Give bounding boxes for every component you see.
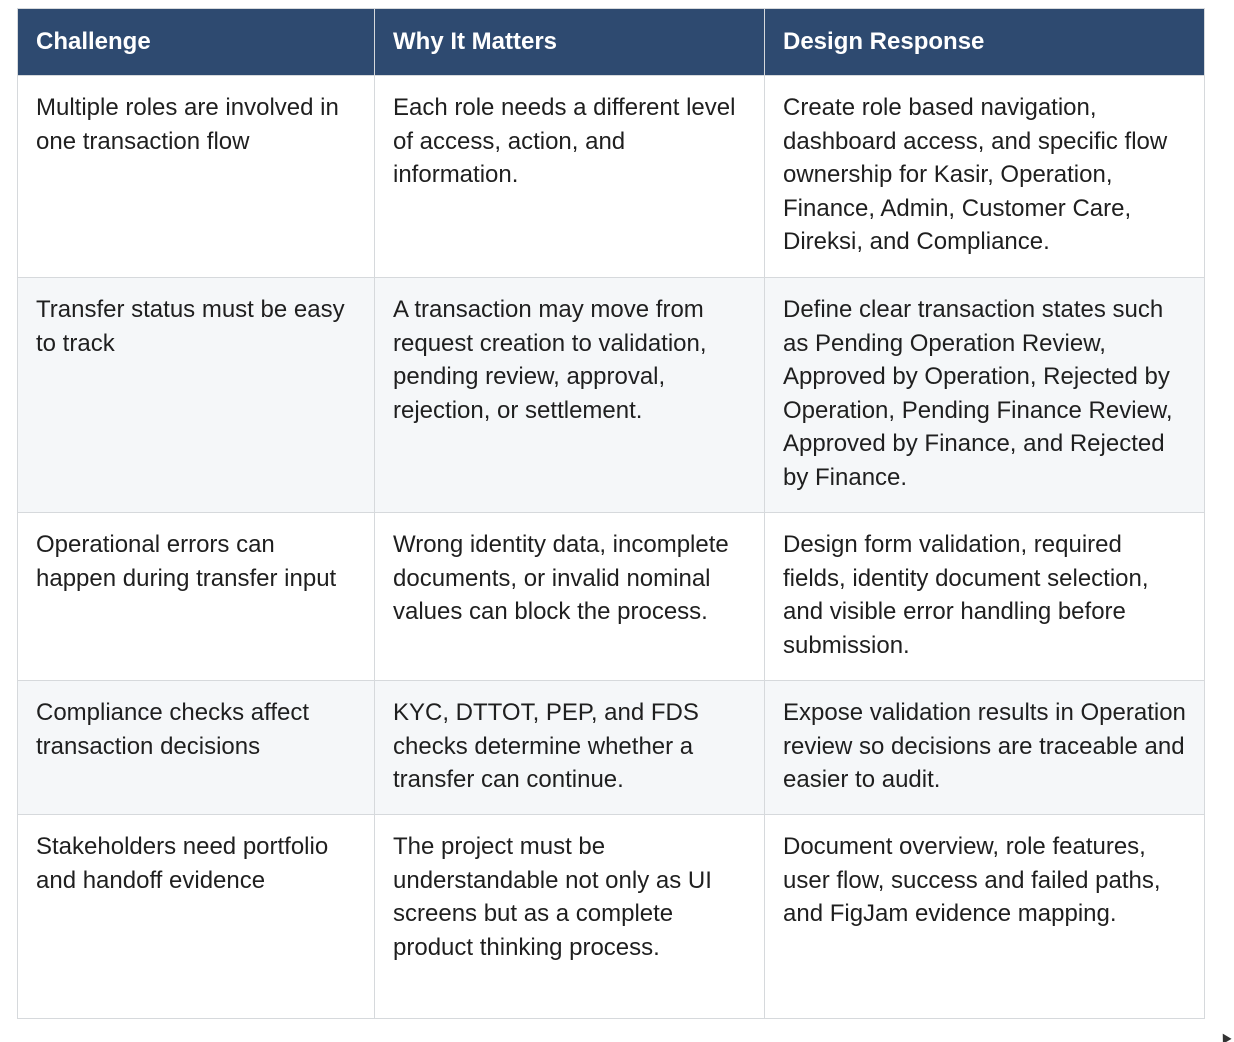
cell-why: Each role needs a different level of access, action, and information. [375,76,765,278]
table-row [18,815,1205,1019]
cell-response: Define clear transaction states such as Pending Operation Review, Approved by Operation, Rejected by Operation, Pending Finance Review, Approved by Finance, and Rejected by Finance. [765,278,1205,513]
cell-response: Design form validation, required fields, identity document selection, and visible error handling before submission. [765,513,1205,681]
cell-challenge: Multiple roles are involved in one transaction flow [18,76,375,278]
cell-response: Expose validation results in Operation review so decisions are traceable and easier to audit. [765,681,1205,815]
cell-why: The project must be understandable not only as UI screens but as a complete product thinking process. [375,815,765,1019]
cell-challenge: Compliance checks affect transaction decisions [18,681,375,815]
table-header-row [18,9,1205,76]
table-row [18,681,1205,815]
cell-response: Document overview, role features, user flow, success and failed paths, and FigJam evidence mapping. [765,815,1205,1019]
table-row [18,278,1205,513]
cell-why: A transaction may move from request creation to validation, pending review, approval, rejection, or settlement. [375,278,765,513]
table-row [18,76,1205,278]
challenges-table [17,8,1205,1019]
cell-why: Wrong identity data, incomplete documents, or invalid nominal values can block the process. [375,513,765,681]
header-design-response: Design Response [765,9,1205,76]
cell-challenge: Operational errors can happen during transfer input [18,513,375,681]
header-challenge: Challenge [18,9,375,76]
table-row [18,513,1205,681]
cell-response: Create role based navigation, dashboard access, and specific flow ownership for Kasir, Operation, Finance, Admin, Customer Care, Direksi, and Compliance. [765,76,1205,278]
cell-why: KYC, DTTOT, PEP, and FDS checks determine whether a transfer can continue. [375,681,765,815]
header-why-it-matters: Why It Matters [375,9,765,76]
cell-challenge: Transfer status must be easy to track [18,278,375,513]
resize-corner-icon [1218,1031,1231,1042]
cell-challenge: Stakeholders need portfolio and handoff evidence [18,815,375,1019]
